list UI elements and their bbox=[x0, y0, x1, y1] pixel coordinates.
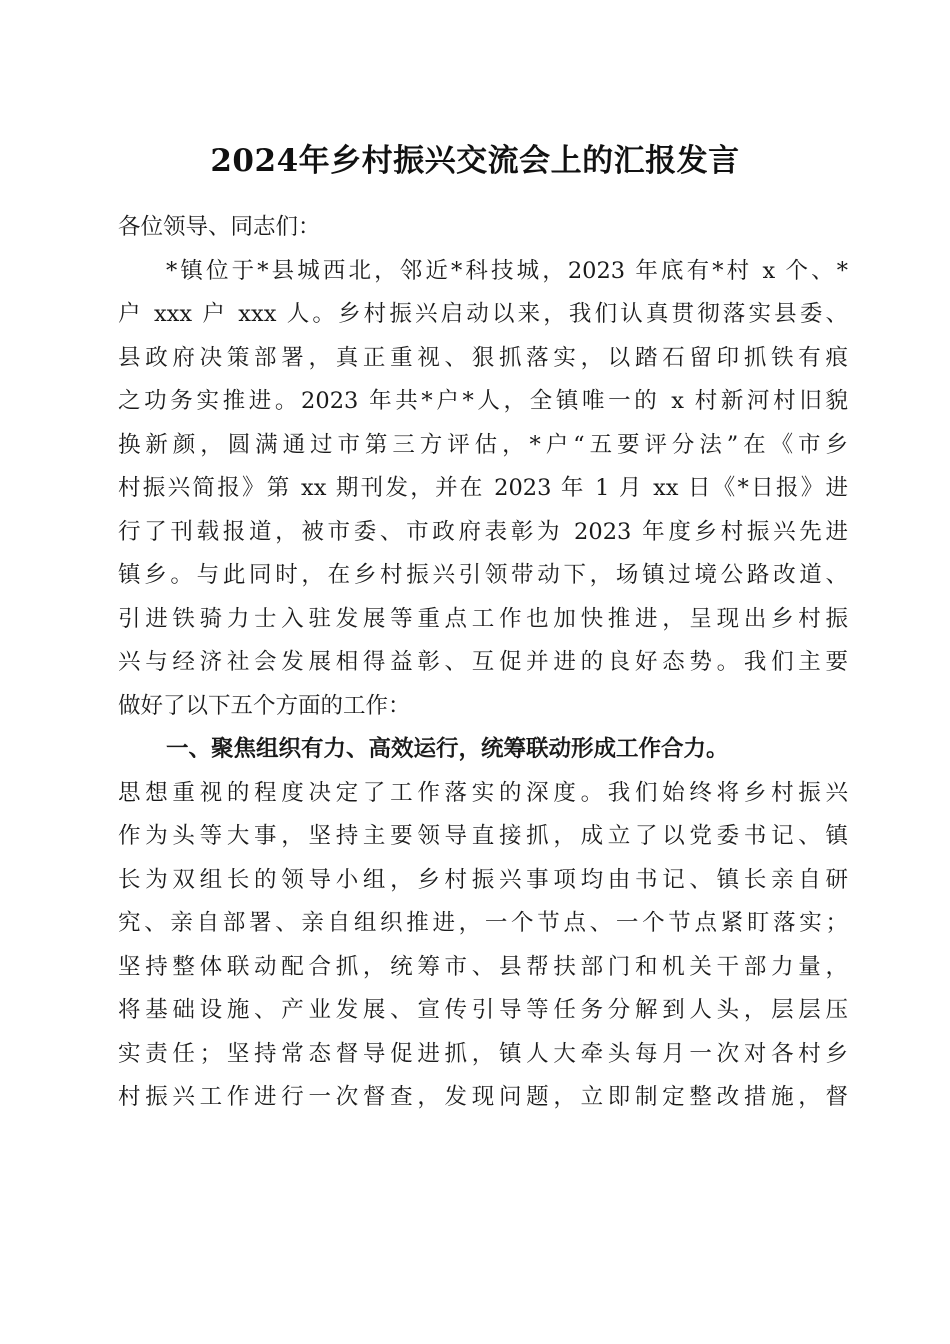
paragraph-2-line-5: 坚持整体联动配合抓，统筹市、县帮扶部门和机关干部力量， bbox=[118, 953, 848, 980]
paragraph-2-line-4: 究、亲自部署、亲自组织推进，一个节点、一个节点紧盯落实； bbox=[118, 910, 848, 936]
paragraph-1-line-2: 户 xxx 户 xxx 人。乡村振兴启动以来，我们认真贯彻落实县委、 bbox=[118, 301, 848, 327]
paragraph-1-line-6: 村振兴简报》第 xx 期刊发，并在 2023 年 1 月 xx 日《*日报》进 bbox=[118, 475, 848, 501]
paragraph-2-line-6: 将基础设施、产业发展、宣传引导等任务分解到人头，层层压 bbox=[118, 997, 848, 1023]
paragraph-2-line-1: 思想重视的程度决定了工作落实的深度。我们始终将乡村振兴 bbox=[118, 779, 848, 806]
paragraph-1-line-1: *镇位于*县城西北，邻近*科技城，2023 年底有*村 x 个、* bbox=[166, 257, 848, 284]
paragraph-1-line-10: 兴与经济社会发展相得益彰、互促并进的良好态势。我们主要 bbox=[118, 649, 848, 675]
paragraph-1-line-7: 行了刊载报道，被市委、市政府表彰为 2023 年度乡村振兴先进 bbox=[118, 518, 848, 545]
paragraph-1-line-4: 之功务实推进。2023 年共*户*人，全镇唯一的 x 村新河村旧貌 bbox=[118, 388, 848, 414]
paragraph-2-line-8: 村振兴工作进行一次督查，发现问题，立即制定整改措施，督 bbox=[118, 1084, 848, 1110]
paragraph-2-line-2: 作为头等大事，坚持主要领导直接抓，成立了以党委书记、镇 bbox=[118, 823, 848, 849]
section-1-heading: 一、聚焦组织有力、高效运行，统筹联动形成工作合力。 bbox=[166, 736, 729, 762]
document-title: 2024年乡村振兴交流会上的汇报发言 bbox=[210, 143, 740, 179]
salutation: 各位领导、同志们： bbox=[118, 214, 321, 240]
paragraph-1-line-8: 镇乡。与此同时，在乡村振兴引领带动下，场镇过境公路改道、 bbox=[118, 562, 848, 588]
paragraph-1-line-11: 做好了以下五个方面的工作： bbox=[118, 692, 411, 719]
paragraph-2-line-7: 实责任；坚持常态督导促进抓，镇人大牵头每月一次对各村乡 bbox=[118, 1040, 848, 1067]
paragraph-1-line-5: 换新颜，圆满通过市第三方评估，*户“五要评分法”在《市乡 bbox=[118, 431, 848, 458]
document-body bbox=[118, 206, 848, 1120]
paragraph-1-line-9: 引进铁骑力士入驻发展等重点工作也加快推进，呈现出乡村振 bbox=[118, 605, 848, 632]
paragraph-1-line-3: 县政府决策部署，真正重视、狠抓落实，以踏石留印抓铁有痕 bbox=[118, 344, 848, 371]
paragraph-2-line-3: 长为双组长的领导小组，乡村振兴事项均由书记、镇长亲自研 bbox=[118, 866, 848, 893]
